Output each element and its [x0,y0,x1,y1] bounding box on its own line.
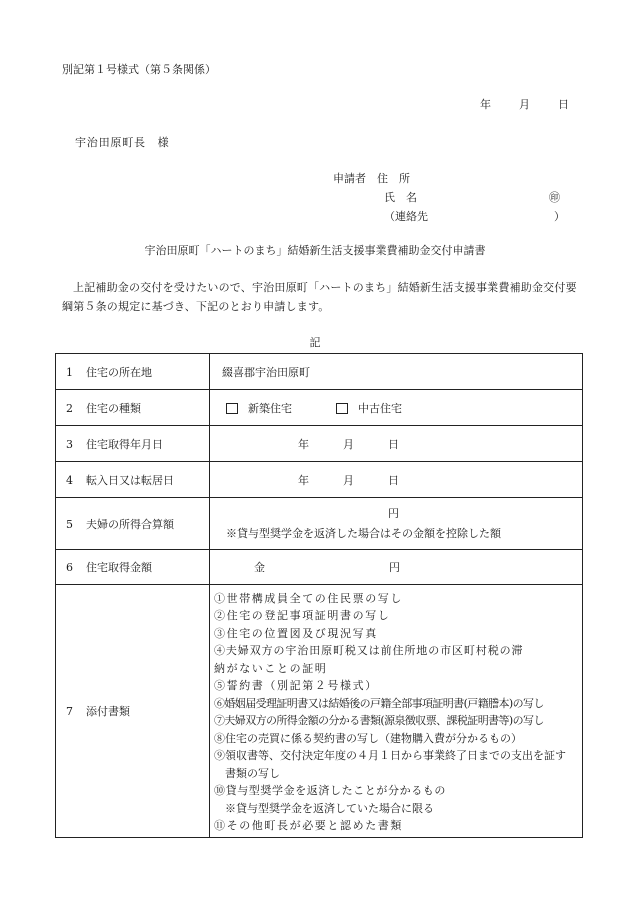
application-table [55,353,583,838]
table-row [56,390,583,426]
row-number: 1 [66,365,73,379]
row-label [56,354,210,390]
row-label-text: 住宅取得金額 [86,561,152,574]
row-label-text: 住宅の所在地 [86,365,152,379]
table-row [56,426,583,462]
location-value[interactable]: 綴喜郡宇治田原町 [210,354,583,390]
list-item: ④夫婦双方の宇治田原町税又は前住所地の市区町村税の滞 [214,644,524,657]
date-line [480,96,569,112]
list-item: ⑤誓約書（別記第２号様式） [214,679,378,692]
row-label [56,498,210,550]
list-item: ①世帯構成員全ての住民票の写し [214,591,403,605]
row-label-text: 夫婦の所得合算額 [86,517,174,531]
row-number: 6 [66,561,73,574]
list-item: ※貸与型奨学金を返済していた場合に限る [214,801,434,815]
housing-type-options [210,390,583,426]
list-item: ⑩貸与型奨学金を返済したことが分かるもの [214,784,446,797]
row-number: 7 [66,705,73,718]
seal-mark: ㊞ [549,191,560,204]
checkbox-used-housing[interactable] [336,403,348,414]
list-item: ⑧住宅の売買に係る契約書の写し（建物購入費が分かるもの） [214,731,522,745]
acquisition-amount-field[interactable] [210,550,583,585]
document-title: 宇治田原町「ハートのまち」結婚新生活支援事業費補助金交付申請書 [144,244,486,257]
year-label: 年 [298,437,309,451]
contact-close-paren: ） [554,210,565,223]
table-row [56,550,583,585]
list-item: ②住宅の登記事項証明書の写し [214,609,391,622]
row-label-text: 住宅取得年月日 [86,437,163,451]
list-item: 納がないことの証明 [214,661,328,675]
name-label: 氏 名 [384,191,417,204]
addressee: 宇治田原町長 様 [75,136,170,149]
list-item: 書類の写し [214,766,280,780]
move-in-date-field[interactable] [210,462,583,498]
applicant-address-row [333,170,410,186]
row-number: 5 [66,517,73,531]
month-label: 月 [343,437,354,451]
row-label [56,426,210,462]
scholarship-note: ※貸与型奨学金を返済した場合はその金額を控除した額 [226,526,501,540]
row-label [56,462,210,498]
table-row [56,354,583,390]
date-day: 日 [558,98,569,111]
date-month: 月 [519,98,530,111]
option-used-housing: 中古住宅 [358,401,402,415]
kin-prefix: 金 [254,561,265,574]
option-new-housing: 新築住宅 [248,401,292,415]
list-item: ⑦夫婦双方の所得金額の分かる書類(源泉徴収票、課税証明書等)の写し [214,714,544,727]
row-number: 2 [66,401,73,415]
list-item: ⑪その他町長が必要と認めた書類 [214,819,403,832]
attachments-list [210,585,583,838]
contact-label: （連絡先 [384,210,428,223]
list-item: ⑨領収書等、交付決定年度の４月１日から事業終了日までの支出を証す [214,749,566,762]
combined-income-field[interactable] [210,498,583,550]
row-label [56,390,210,426]
date-year: 年 [480,98,491,111]
ki-heading: 記 [309,336,321,349]
month-label: 月 [343,473,354,487]
acquisition-date-field[interactable] [210,426,583,462]
day-label: 日 [388,473,399,487]
table-row [56,498,583,550]
checkbox-new-housing[interactable] [226,403,238,414]
list-item: ③住宅の位置図及び現況写真 [214,626,378,640]
year-label: 年 [298,473,309,487]
applicant-heading: 申請者 [333,172,366,185]
row-number: 3 [66,437,73,451]
body-paragraph: 上記補助金の交付を受けたいので、宇治田原町「ハートのまち」結婚新生活支援事業費補助金交付要綱第５条の規定に基づき、下記のとおり申請します。 [62,281,577,313]
list-item: ⑥婚姻届受理証明書又は結婚後の戸籍全部事項証明書(戸籍謄本)の写し [214,696,544,710]
row-label [56,585,210,838]
form-number-label: 別記第１号様式（第５条関係） [62,63,216,76]
row-label-text: 転入日又は転居日 [86,473,174,487]
address-label: 住 所 [377,172,410,185]
row-label-text: 住宅の種類 [86,401,141,415]
yen-unit: 円 [389,561,400,574]
table-row [56,585,583,838]
day-label: 日 [388,437,399,451]
table-row [56,462,583,498]
row-label [56,550,210,585]
row-number: 4 [66,473,73,487]
row-label-text: 添付書類 [86,705,130,718]
yen-unit: 円 [388,506,399,520]
